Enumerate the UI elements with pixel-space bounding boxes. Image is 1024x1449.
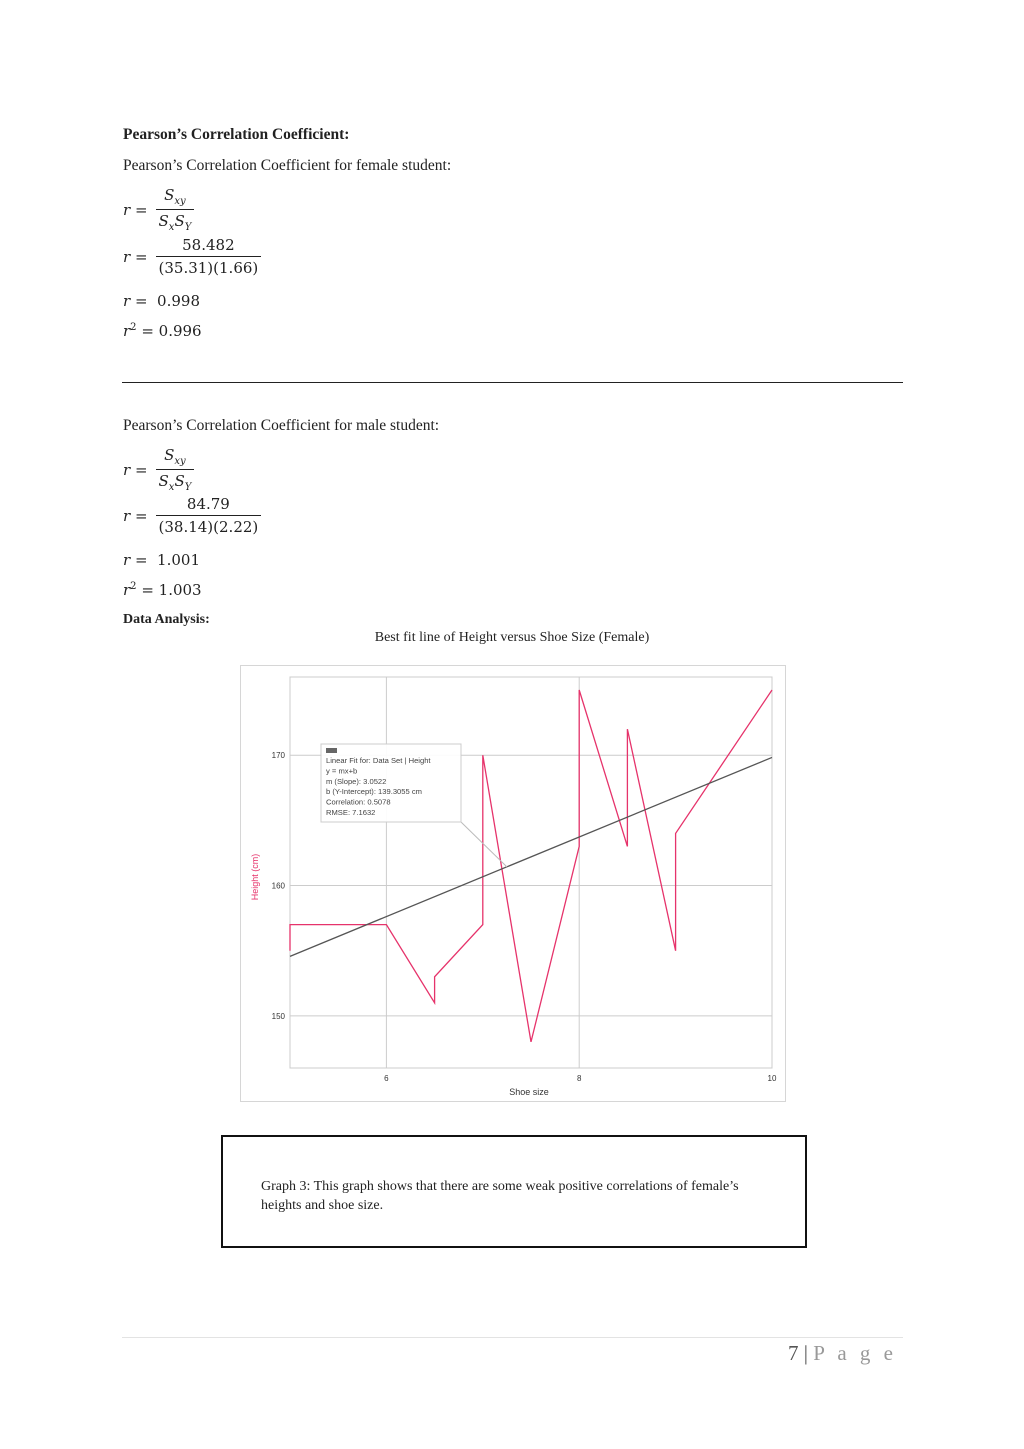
height-vs-shoe-size-chart [240, 665, 786, 1102]
female-numerator: 58.482 [182, 236, 235, 254]
female-r-value: 0.998 [157, 292, 200, 310]
y-axis-label: Height (cm) [250, 853, 260, 901]
x-axis-label: Shoe size [509, 1087, 549, 1097]
caption-box [221, 1135, 807, 1248]
male-denominator: (38.14)(2.22) [156, 515, 262, 536]
male-substitution: r = $\frac{84.79}{(38.14)(2.22)}$ [123, 495, 261, 536]
x-tick-label: 10 [767, 1074, 777, 1083]
male-r2-value: 1.003 [158, 581, 202, 599]
page-number: 7 [787, 1341, 799, 1365]
caption-text: Graph 3: This graph shows that there are some weak positive correlations of female’s heights and shoe size. [261, 1179, 739, 1213]
page-label: P a g e [813, 1341, 897, 1365]
male-r-value: 1.001 [157, 551, 200, 569]
fit-box-line: Correlation: 0.5078 [326, 797, 391, 807]
y-tick-label: 150 [271, 1011, 285, 1021]
female-formula: r = $\frac{S_{xy}}{S_xS_Y}$ [123, 186, 194, 233]
chart-frame [241, 666, 786, 1102]
female-denominator: (35.31)(1.66) [156, 256, 262, 277]
fit-box-marker [326, 748, 337, 753]
footer-divider [122, 1337, 903, 1338]
female-substitution: r = $\frac{58.482}{(35.31)(1.66)}$ [123, 236, 261, 277]
section-divider [122, 382, 903, 383]
page-footer: 7 | P a g e [787, 1341, 897, 1365]
fit-box-line: b (Y-Intercept): 139.3055 cm [326, 787, 422, 797]
fit-box-line: y = mx+b [326, 766, 358, 776]
female-r2-line: $r^2 = 0.996$ [123, 322, 202, 340]
male-numerator: 84.79 [186, 495, 230, 513]
male-heading: Pearson’s Correlation Coefficient for male student: [123, 417, 440, 434]
fit-box-line: RMSE: 7.1632 [326, 808, 376, 817]
male-formula: r = $\frac{S_{xy}}{S_xS_Y}$ [123, 446, 194, 493]
analysis-title: Data Analysis: [123, 612, 210, 627]
section-title: Pearson’s Correlation Coefficient: [123, 126, 350, 143]
x-tick-label: 6 [384, 1074, 389, 1083]
fit-box-line: m (Slope): 3.0522 [326, 776, 387, 786]
x-tick-label: 8 [576, 1074, 582, 1083]
female-r-line: r = 0.998 [123, 292, 200, 310]
male-r-line: r = 1.001 [123, 551, 200, 569]
fit-box-line: Linear Fit for: Data Set | Height [326, 756, 431, 765]
y-tick-label: 170 [271, 751, 285, 761]
graph-title: Best fit line of Height versus Shoe Size (Female) [374, 630, 650, 645]
female-r2-value: 0.996 [158, 322, 202, 340]
female-heading: Pearson’s Correlation Coefficient for female student: [123, 157, 452, 174]
y-tick-label: 160 [271, 881, 285, 891]
male-r2-line: $r^2 = 1.003$ [123, 581, 202, 599]
